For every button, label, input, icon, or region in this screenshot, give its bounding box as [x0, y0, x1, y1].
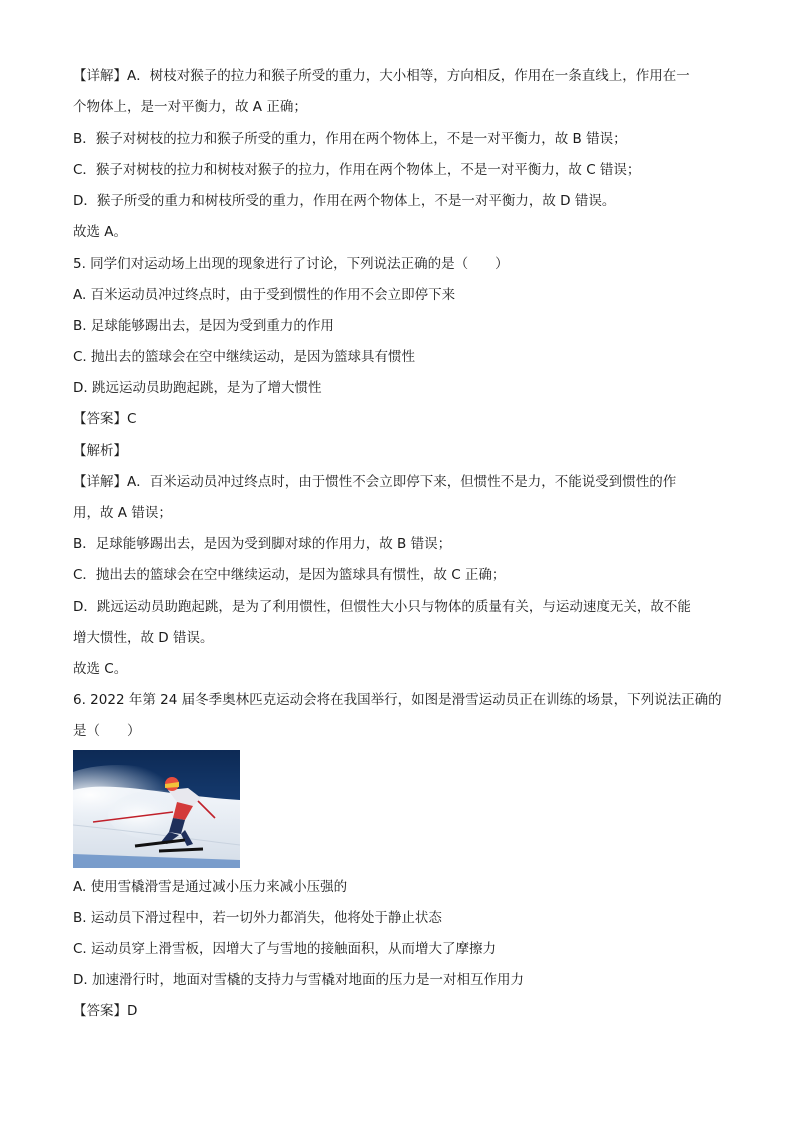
q6-stem: 6. 2022 年第 24 届冬季奥林匹克运动会将在我国举行，如图是滑雪运动员正在训练的场景，下列说法正确的 [73, 692, 722, 708]
q6-stem-cont: 是（ ） [73, 723, 141, 739]
q5-option-d: D. 跳远运动员助跑起跳，是为了增大惯性 [73, 380, 322, 396]
q6-answer: 【答案】D [73, 1003, 138, 1019]
q6-option-d: D. 加速滑行时，地面对雪橇的支持力与雪橇对地面的压力是一对相互作用力 [73, 972, 524, 988]
detail-q5-line2: 用，故 A 错误； [73, 505, 172, 521]
detail-q4-option-d: D．猴子所受的重力和树枝所受的重力，作用在两个物体上，不是一对平衡力，故 D 错误。 [73, 193, 616, 209]
detail-q4-line1: 【详解】A．树枝对猴子的拉力和猴子所受的重力，大小相等，方向相反，作用在一条直线上，作用在一 [73, 68, 690, 84]
q5-option-c: C. 抛出去的篮球会在空中继续运动，是因为篮球具有惯性 [73, 349, 416, 365]
q6-option-c: C. 运动员穿上滑雪板，因增大了与雪地的接触面积，从而增大了摩擦力 [73, 941, 497, 957]
detail-q5-option-b: B．足球能够踢出去，是因为受到脚对球的作用力，故 B 错误； [73, 536, 452, 552]
detail-q5-option-d-cont: 增大惯性，故 D 错误。 [73, 630, 214, 646]
detail-q5-option-c: C．抛出去的篮球会在空中继续运动，是因为篮球具有惯性，故 C 正确； [73, 567, 506, 583]
q6-option-b: B. 运动员下滑过程中，若一切外力都消失，他将处于静止状态 [73, 910, 442, 926]
skier-photo [73, 750, 240, 868]
detail-q5-option-d: D．跳远运动员助跑起跳，是为了利用惯性，但惯性大小只与物体的质量有关，与运动速度无关，故不能 [73, 599, 691, 615]
q5-answer: 【答案】C [73, 411, 137, 427]
q5-stem: 5. 同学们对运动场上出现的现象进行了讨论，下列说法正确的是（ ） [73, 256, 509, 272]
q4-conclusion: 故选 A。 [73, 224, 128, 240]
detail-q4-option-b: B．猴子对树枝的拉力和猴子所受的重力，作用在两个物体上，不是一对平衡力，故 B 错误； [73, 131, 627, 147]
q5-conclusion: 故选 C。 [73, 661, 128, 677]
q5-option-b: B. 足球能够踢出去，是因为受到重力的作用 [73, 318, 334, 334]
q5-option-a: A. 百米运动员冲过终点时，由于受到惯性的作用不会立即停下来 [73, 287, 456, 303]
detail-q5-line1: 【详解】A．百米运动员冲过终点时，由于惯性不会立即停下来，但惯性不是力，不能说受到惯性的作 [73, 474, 677, 490]
detail-q4-option-c: C．猴子对树枝的拉力和树枝对猴子的拉力，作用在两个物体上，不是一对平衡力，故 C 错误； [73, 162, 641, 178]
q5-analysis-heading: 【解析】 [73, 443, 127, 459]
q6-option-a: A. 使用雪橇滑雪是通过减小压力来减小压强的 [73, 879, 348, 895]
detail-q4-line2: 个物体上，是一对平衡力，故 A 正确； [73, 99, 307, 115]
